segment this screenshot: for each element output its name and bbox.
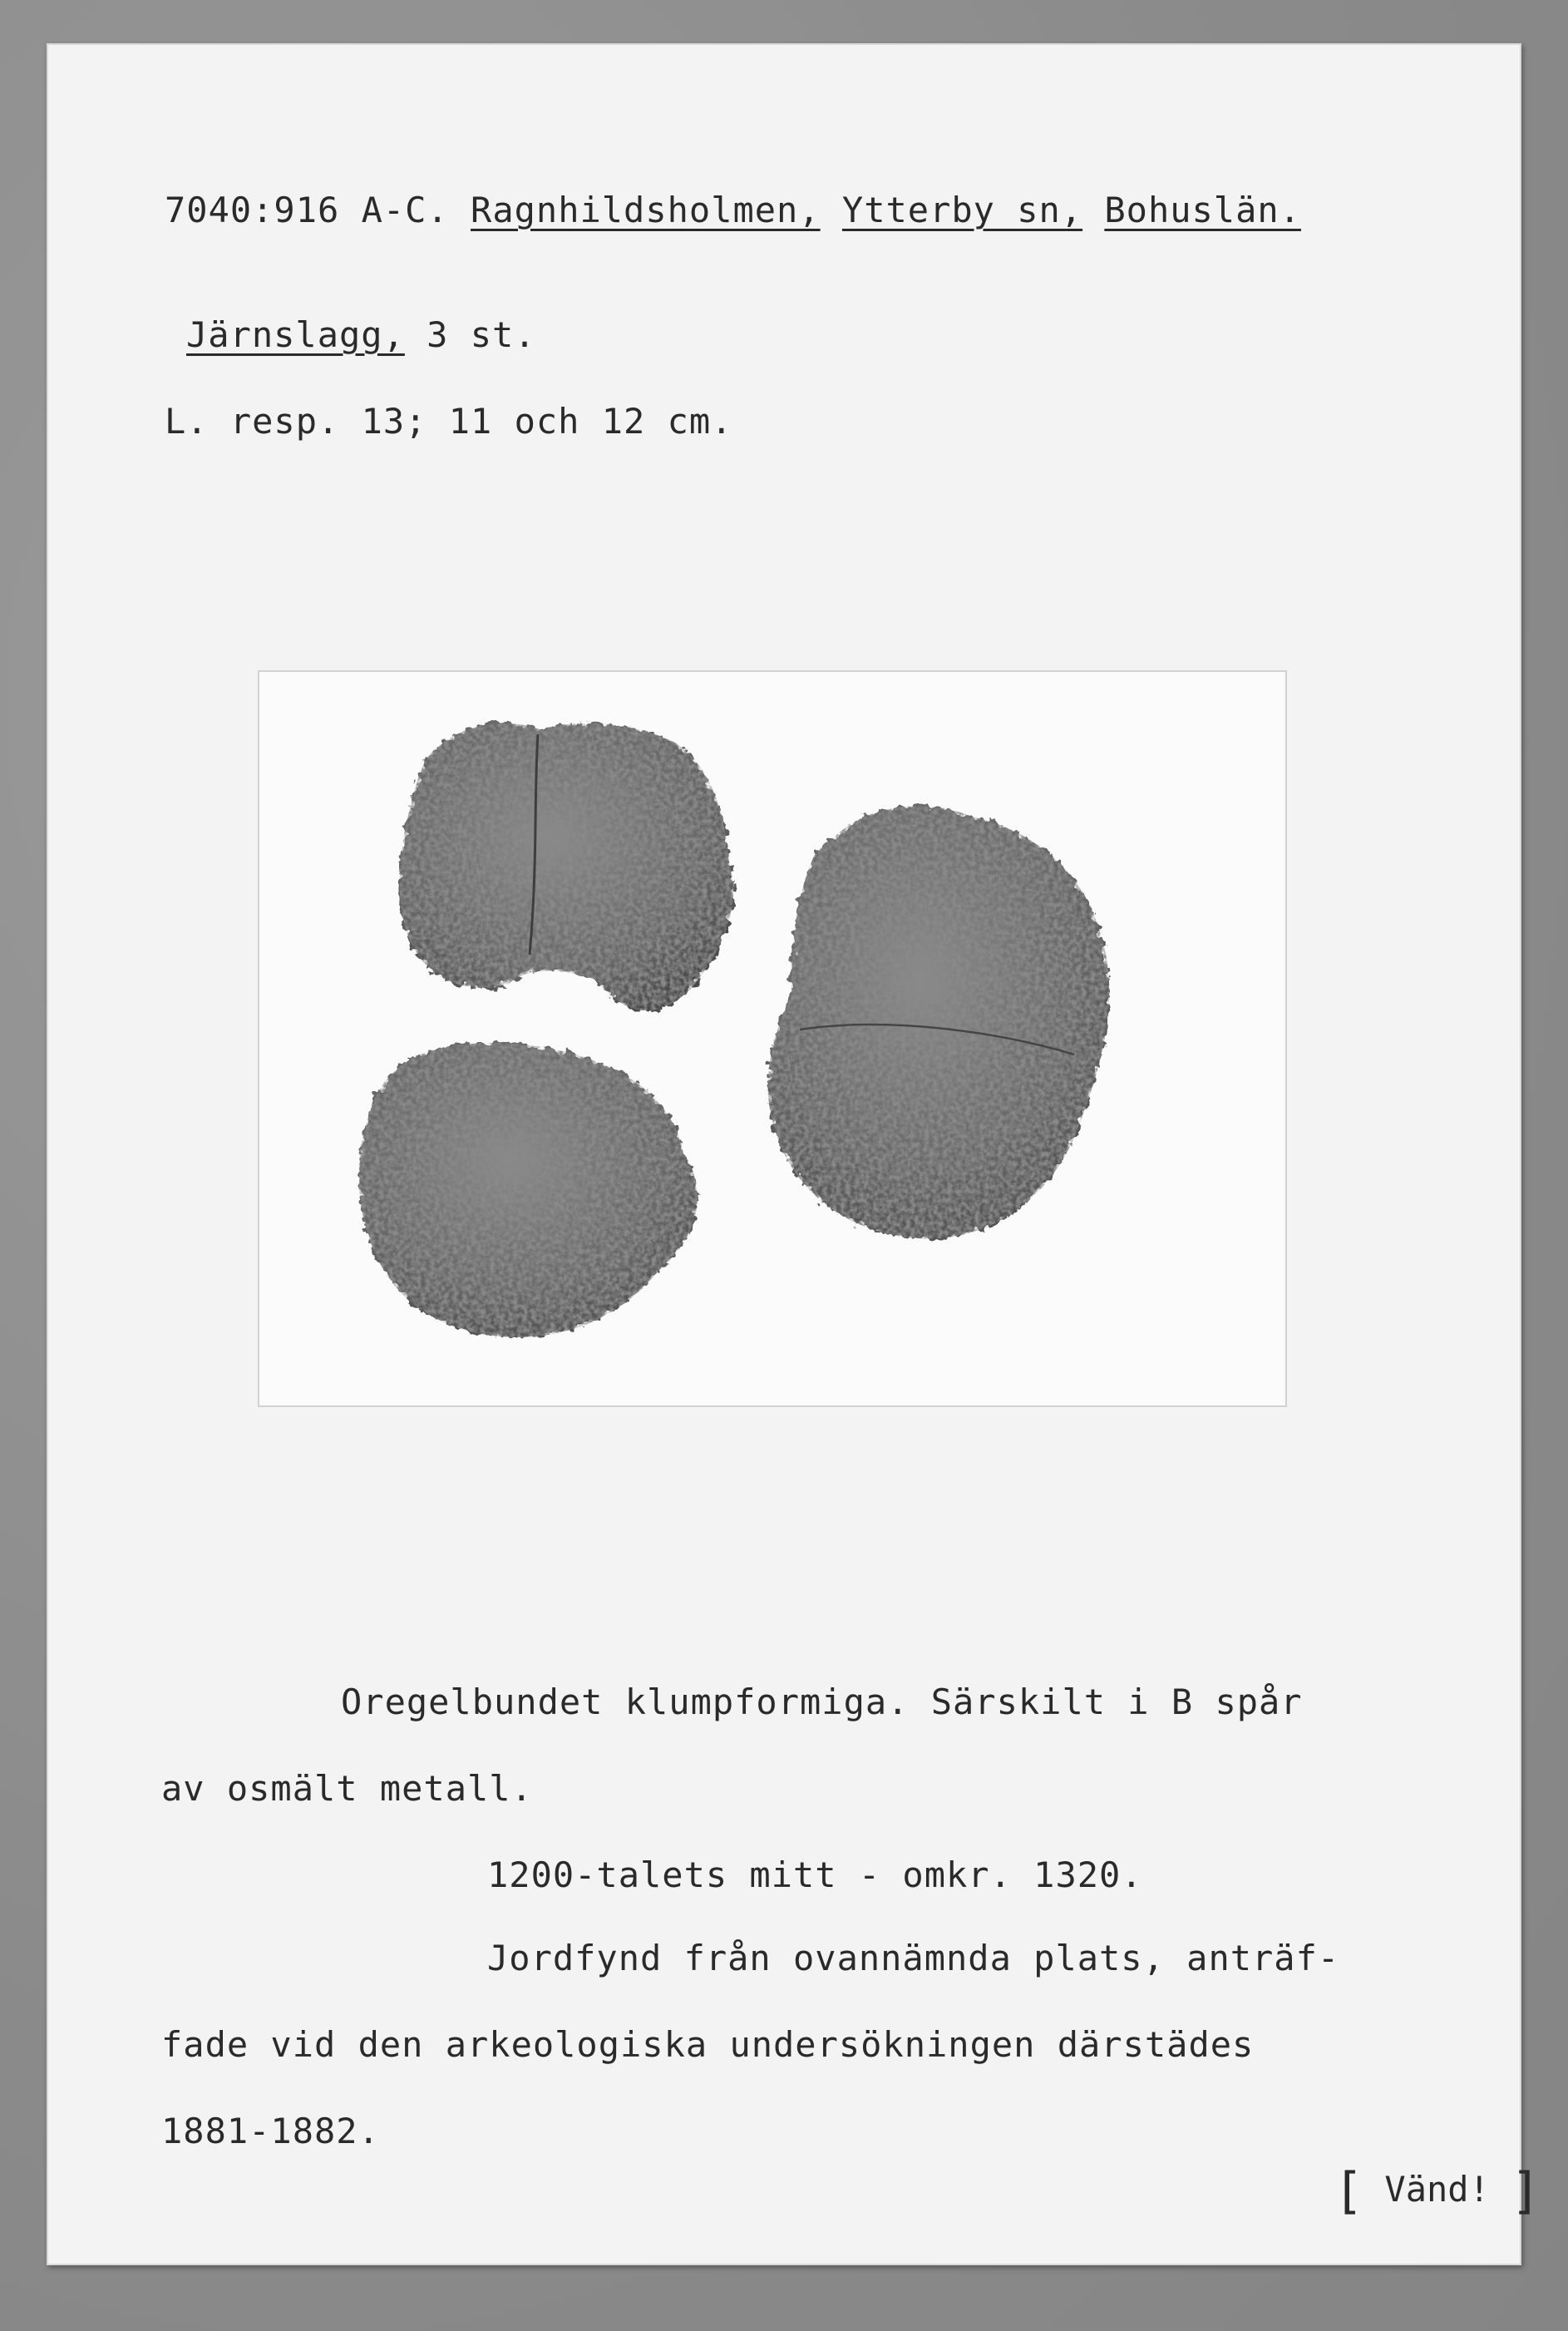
turn-over-note	[1334, 2162, 1541, 2220]
dating-line: 1200-talets mitt - omkr. 1320.	[487, 1854, 1143, 1895]
close-bracket: ]	[1511, 2162, 1541, 2220]
object-count: 3 st.	[427, 314, 536, 355]
catalog-range: A-C.	[361, 190, 449, 230]
find-line-3: 1881-1882.	[161, 2111, 380, 2151]
header-line	[165, 190, 1301, 230]
description-line-2: av osmält metall.	[161, 1768, 533, 1809]
specimen-photograph	[258, 670, 1287, 1407]
slag-piece-a	[400, 723, 733, 1011]
description-line-1: Oregelbundet klumpformiga. Särskilt i B spår	[341, 1682, 1303, 1722]
turn-over-label: Vänd!	[1384, 2169, 1490, 2210]
find-line-2: fade vid den arkeologiska undersökningen därstädes	[161, 2024, 1255, 2065]
find-line-1: Jordfynd från ovannämnda plats, anträf-	[487, 1938, 1340, 1978]
slag-piece-c	[359, 1043, 698, 1337]
slag-photo-svg	[259, 672, 1285, 1405]
slag-piece-b	[768, 806, 1110, 1238]
object-name: Järnslagg,	[186, 314, 405, 355]
open-bracket: [	[1334, 2162, 1364, 2220]
catalog-number: 7040:916	[165, 190, 340, 230]
catalog-card	[47, 43, 1541, 2265]
province-name: Bohuslän.	[1104, 190, 1301, 230]
dimensions-line: L. resp. 13; 11 och 12 cm.	[165, 401, 733, 442]
parish-name: Ytterby sn,	[841, 190, 1083, 230]
site-name: Ragnhildsholmen,	[471, 190, 821, 230]
object-line	[186, 314, 536, 355]
